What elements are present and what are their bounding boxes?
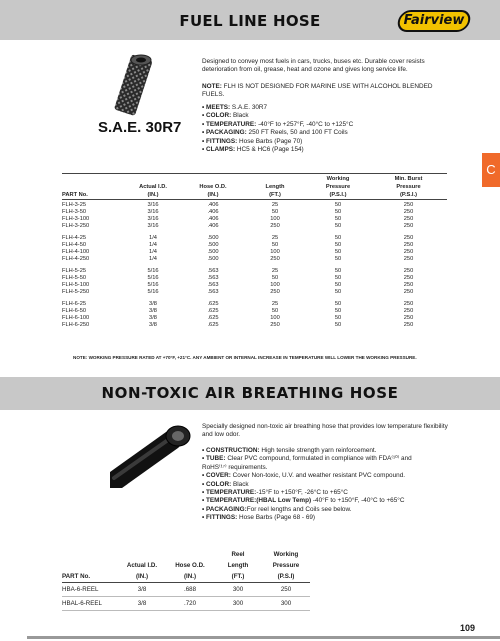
table-cell: 3/8	[149, 314, 157, 321]
fuel-hose-description: Designed to convey most fuels in cars, trucks, buses etc. Durable cover resists deterioration from oil, grease, heat and ozone and gives long service life.	[202, 58, 425, 74]
spec-item: • COLOR: Black	[202, 112, 249, 120]
table-row	[62, 268, 447, 275]
fairview-logo	[396, 10, 473, 32]
fuel-hose-image	[108, 54, 163, 118]
table-row	[62, 202, 447, 209]
table-cell: HBA-6-REEL	[62, 583, 118, 597]
table-header-cell	[124, 175, 182, 183]
table-header-cell: Actual I.D.	[126, 562, 158, 569]
table-cell: .720	[166, 597, 214, 611]
table-cell: 50	[334, 281, 342, 288]
table-cell: 3/16	[147, 208, 159, 215]
table-cell: 50	[271, 208, 279, 215]
table-header-cell	[62, 549, 118, 560]
table-cell: 50	[334, 234, 342, 241]
table-header-cell: (P.S.I)	[262, 571, 310, 583]
table-cell: .563	[207, 274, 219, 281]
table-cell: 50	[334, 201, 342, 208]
table-header-cell	[62, 560, 118, 571]
table-cell: 250	[403, 255, 414, 262]
table-cell: 100	[270, 314, 280, 321]
table-row	[62, 242, 447, 249]
table-cell: FLH-5-100	[62, 281, 90, 288]
table-top-rule	[62, 173, 447, 174]
table-header-cell: (FT.)	[269, 192, 281, 198]
table-cell: 100	[270, 281, 280, 288]
table-cell: 100	[270, 248, 280, 255]
table-row	[62, 308, 447, 315]
table-cell: .406	[207, 201, 219, 208]
table-header-cell	[118, 549, 166, 560]
table-cell: 1/4	[149, 255, 157, 262]
table-cell: .563	[207, 288, 219, 295]
table-cell: 300	[214, 583, 262, 597]
table-header-cell: Hose O.D.	[199, 184, 227, 190]
section-title-fuel-line-hose: FUEL LINE HOSE	[179, 12, 321, 30]
table-cell: .500	[207, 234, 219, 241]
table-header-cell: (IN.)	[166, 571, 214, 583]
table-cell: 3/8	[149, 307, 157, 314]
table-cell: 250	[403, 241, 414, 248]
table-cell: .563	[207, 267, 219, 274]
table-header-cell	[62, 175, 124, 183]
logo-text: Fairview	[403, 13, 465, 28]
table-header-cell: (P.S.I.)	[400, 192, 417, 198]
table-cell: 5/16	[147, 267, 159, 274]
spec-item: • PACKAGING:For reel lengths and Coils see below.	[202, 505, 352, 513]
table-cell: .406	[207, 208, 219, 215]
sae-spec-label: S.A.E. 30R7	[98, 119, 182, 136]
table-cell: 50	[334, 241, 342, 248]
table-cell: 50	[334, 255, 342, 262]
table-cell: .625	[207, 307, 219, 314]
table-cell: 50	[334, 307, 342, 314]
spec-item: • FITTINGS: Hose Barbs (Page 70)	[202, 137, 303, 145]
fuel-hose-note	[202, 83, 452, 99]
table-cell: 250	[403, 222, 414, 229]
table-cell: FLH-5-250	[62, 288, 90, 295]
table-cell: FLH-4-25	[62, 234, 87, 241]
table-row	[62, 315, 447, 322]
table-row	[62, 282, 447, 289]
table-header-row	[62, 183, 447, 191]
table-cell: 3/8	[118, 597, 166, 611]
fuel-hose-table	[62, 175, 447, 329]
table-cell: 3/8	[118, 583, 166, 597]
table-header-row	[62, 175, 447, 183]
table-cell: 250	[270, 255, 280, 262]
table-header-cell: (FT.)	[214, 571, 262, 583]
table-cell: 250	[403, 321, 414, 328]
table-header-cell	[182, 175, 244, 183]
table-cell: .406	[207, 222, 219, 229]
table-cell: FLH-4-250	[62, 255, 90, 262]
table-cell: .625	[207, 300, 219, 307]
table-header-cell	[244, 175, 306, 183]
footer-rule	[27, 636, 500, 639]
table-cell: FLH-5-50	[62, 274, 87, 281]
table-header-cell: PART No.	[62, 192, 88, 198]
table-row	[62, 216, 447, 223]
table-cell: .625	[207, 321, 219, 328]
table-row	[62, 597, 310, 611]
table-header-cell: Actual I.D.	[139, 184, 167, 190]
spec-item: • MEETS: S.A.E. 30R7	[202, 104, 268, 111]
table-cell: FLH-5-25	[62, 267, 87, 274]
table-header-row	[62, 191, 447, 200]
table-cell: FLH-3-25	[62, 201, 87, 208]
table-cell: 50	[334, 321, 342, 328]
table-cell: .500	[207, 241, 219, 248]
section-tab-letter: C	[486, 162, 496, 177]
table-cell: 250	[403, 314, 414, 321]
table-cell: 50	[334, 314, 342, 321]
table-cell: 50	[334, 300, 342, 307]
table-row	[62, 583, 310, 597]
table-cell: FLH-4-50	[62, 241, 87, 248]
table-row	[62, 209, 447, 216]
note-label: NOTE:	[202, 83, 222, 90]
table-cell: 50	[334, 215, 342, 222]
table-cell: .688	[166, 583, 214, 597]
spec-item: • PACKAGING: 250 FT Reels, 50 and 100 FT Coils	[202, 129, 348, 137]
section-title-air-breathing-hose: NON-TOXIC AIR BREATHING HOSE	[101, 384, 399, 402]
table-cell: 25	[271, 201, 279, 208]
air-hose-table	[62, 549, 310, 611]
spec-item: • TEMPERATURE:(HBAL Low Temp) -40°F to +150°F, -40°C to +65°C	[202, 497, 405, 505]
table-row	[62, 275, 447, 282]
table-header-cell: (P.S.I.)	[329, 192, 347, 198]
spec-item: • TEMPERATURE:-15°F to +150°F, -26°C to +65°C	[202, 489, 348, 497]
table-header-cell: Pressure	[325, 184, 351, 190]
table-header-cell: (IN.)	[207, 192, 219, 198]
section-tab[interactable]	[482, 153, 500, 187]
table-cell: 250	[403, 201, 414, 208]
air-hose-specs	[202, 447, 412, 523]
table-cell: FLH-3-50	[62, 208, 87, 215]
table-cell: 300	[214, 597, 262, 611]
table-row	[62, 256, 447, 263]
table-cell: 250	[403, 267, 414, 274]
table-cell: 250	[403, 307, 414, 314]
table-cell: 250	[403, 281, 414, 288]
table-header-cell: Pressure	[272, 562, 300, 569]
table-cell: 5/16	[147, 288, 159, 295]
table-cell: 50	[271, 274, 279, 281]
table-cell: 50	[334, 208, 342, 215]
air-hose-description: Specially designed non-toxic air breathing hose that provides low temperature flexibility and low odor.	[202, 423, 448, 439]
table-cell: 50	[271, 307, 279, 314]
table-cell: 5/16	[147, 274, 159, 281]
table-row	[62, 322, 447, 329]
table-header-cell: Reel	[231, 551, 245, 558]
table-cell: HBAL-6-REEL	[62, 597, 118, 611]
spec-item: • COLOR: Black	[202, 480, 249, 488]
table-cell: 5/16	[147, 281, 159, 288]
table-header-row	[62, 560, 310, 571]
table-cell: 25	[271, 234, 279, 241]
fuel-hose-specs	[202, 104, 353, 154]
pressure-note: NOTE: WORKING PRESSURE RATED AT +70°F, +21°C. ANY AMBIENT OR INTERNAL INCREASE IN TEMPERATURE WILL LOWER THE WORKING PRESSURE.	[73, 355, 417, 360]
table-cell: 25	[271, 267, 279, 274]
table-cell: 1/4	[149, 241, 157, 248]
table-row	[62, 289, 447, 296]
table-cell: FLH-3-250	[62, 222, 90, 229]
table-cell: 250	[403, 208, 414, 215]
table-header-cell: Length	[265, 184, 285, 190]
table-cell: 3/8	[149, 321, 157, 328]
table-cell: 250	[270, 321, 280, 328]
table-cell: FLH-3-100	[62, 215, 90, 222]
table-cell: 250	[270, 288, 280, 295]
table-row	[62, 235, 447, 242]
table-cell: .500	[207, 248, 219, 255]
spec-item: • TUBE: Clear PVC compound, formulated in compliance with FDA⁽¹⁰⁾ and	[202, 455, 412, 463]
note-text: FLH IS NOT DESIGNED FOR MARINE USE WITH ALCOHOL BLENDED FUELS.	[202, 83, 433, 99]
table-cell: 50	[334, 288, 342, 295]
table-cell: .406	[207, 215, 219, 222]
table-header-cell	[166, 549, 214, 560]
table-cell: FLH-6-250	[62, 321, 90, 328]
table-row	[62, 223, 447, 230]
spec-item: RoHS⁽¹⁷⁾ requirements.	[202, 463, 268, 471]
table-cell: 25	[271, 300, 279, 307]
spec-item: • CONSTRUCTION: High tensile strength yarn reinforcement.	[202, 447, 377, 454]
table-header-cell: PART No.	[62, 571, 118, 583]
table-cell: 3/8	[149, 300, 157, 307]
table-row	[62, 301, 447, 308]
spec-item: • COVER: Cover Non-toxic, U.V. and weather resistant PVC compound.	[202, 472, 406, 480]
spec-item: • TEMPERATURE: -40°F to +257°F, -40°C to +125°C	[202, 120, 354, 128]
table-cell: 50	[334, 248, 342, 255]
table-cell: 250	[403, 274, 414, 281]
table-cell: 1/4	[149, 248, 157, 255]
table-cell: 300	[262, 597, 310, 611]
table-cell: 250	[270, 222, 280, 229]
table-header-row	[62, 571, 310, 583]
table-cell: 50	[334, 274, 342, 281]
table-header-cell: Length	[227, 562, 249, 569]
table-cell: FLH-6-100	[62, 314, 90, 321]
table-cell: 50	[334, 267, 342, 274]
table-cell: 3/16	[147, 222, 159, 229]
table-cell: .500	[207, 255, 219, 262]
table-cell: 250	[262, 583, 310, 597]
table-cell: 3/16	[147, 215, 159, 222]
table-cell: 50	[271, 241, 279, 248]
table-header-cell: Working	[273, 551, 299, 558]
table-cell: 250	[403, 300, 414, 307]
table-cell: FLH-6-25	[62, 300, 87, 307]
table-header-cell: Hose O.D.	[175, 562, 205, 569]
table-header-cell: (IN.)	[118, 571, 166, 583]
table-header-cell: Min. Burst	[394, 176, 423, 182]
table-cell: .563	[207, 281, 219, 288]
spec-item: • CLAMPS: HC5 & HC6 (Page 154)	[202, 146, 304, 154]
page-number: 109	[460, 623, 476, 633]
air-hose-image	[110, 424, 198, 488]
table-header-cell	[62, 183, 124, 191]
table-cell: 1/4	[149, 234, 157, 241]
table-header-cell: Pressure	[396, 184, 421, 190]
table-cell: .625	[207, 314, 219, 321]
table-row	[62, 249, 447, 256]
table-cell: 250	[403, 248, 414, 255]
table-cell: FLH-4-100	[62, 248, 90, 255]
spec-item: • FITTINGS: Hose Barbs (Page 68 - 69)	[202, 514, 316, 522]
table-cell: 250	[403, 288, 414, 295]
table-header-row	[62, 549, 310, 560]
table-header-cell: Working	[326, 176, 350, 182]
table-header-cell: (IN.)	[147, 192, 159, 198]
table-cell: 100	[270, 215, 280, 222]
table-cell: 3/16	[147, 201, 159, 208]
table-cell: 50	[334, 222, 342, 229]
table-cell: FLH-6-50	[62, 307, 87, 314]
table-cell: 250	[403, 215, 414, 222]
table-cell: 250	[403, 234, 414, 241]
